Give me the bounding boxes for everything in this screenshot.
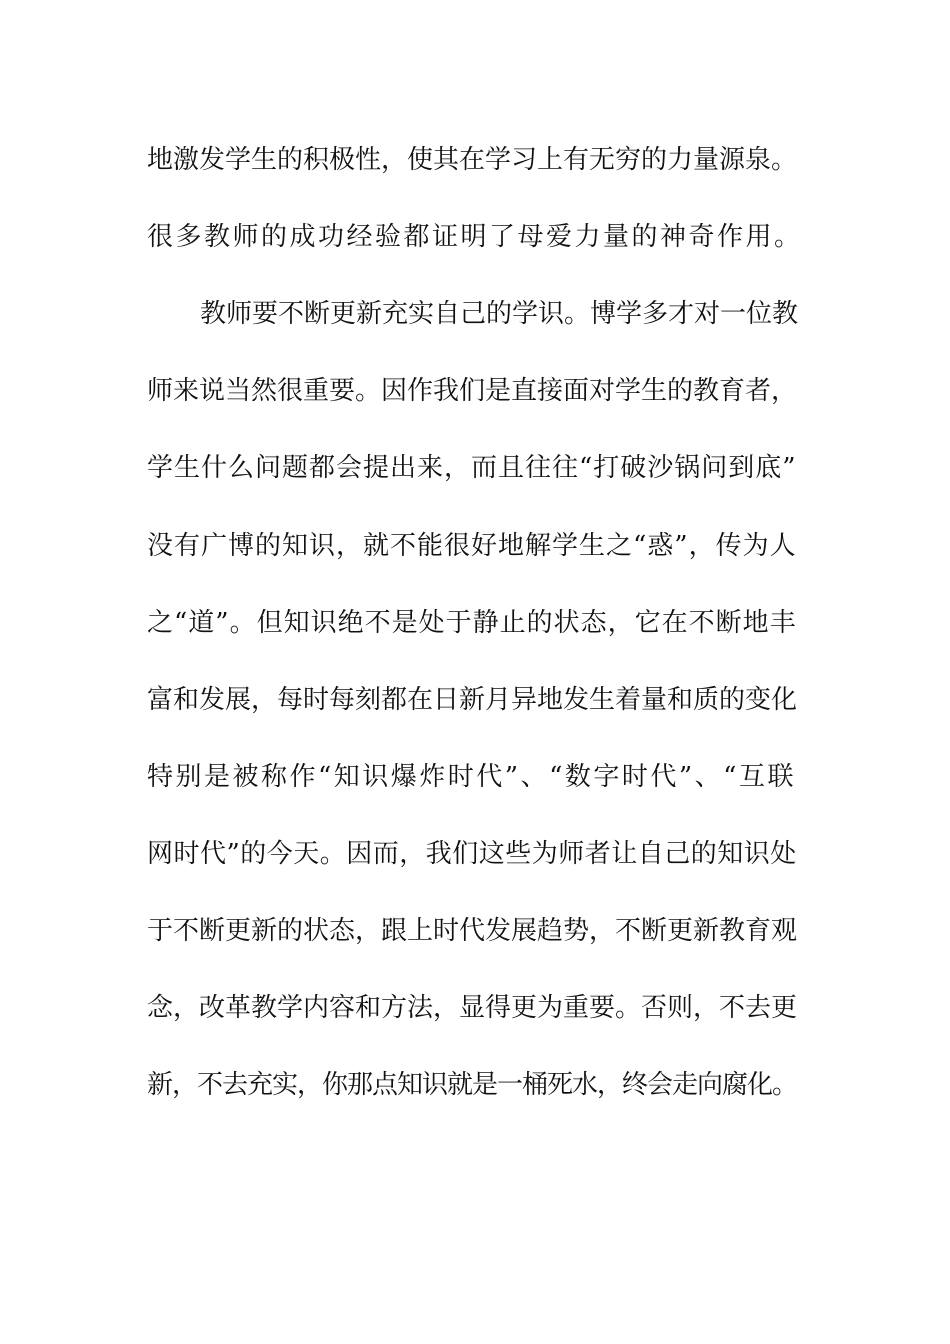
paragraph-start-line: 教师要不断更新充实自己的学识。博学多才对一位教 — [200, 299, 799, 329]
text-line-12: 念，改革教学内容和方法，显得更为重要。否则，不去更 — [147, 993, 798, 1023]
text-line-1: 地激发学生的积极性，使其在学习上有无穷的力量源泉。 — [147, 145, 798, 175]
text-line-6: 没有广博的知识，就不能很好地解学生之“惑”，传为人 — [147, 531, 797, 561]
text-line-9: 特别是被称作“知识爆炸时代”、“数字时代”、“互联 — [147, 762, 796, 792]
text-line-4: 师来说当然很重要。因作我们是直接面对学生的教育者， — [147, 376, 798, 406]
text-line-11: 于不断更新的状态，跟上时代发展趋势，不断更新教育观 — [147, 916, 798, 946]
text-line-8: 富和发展，每时每刻都在日新月异地发生着量和质的变化 — [147, 685, 798, 715]
text-line-7: 之“道”。但知识绝不是处于静止的状态，它在不断地丰 — [147, 608, 797, 638]
text-line-2: 很多教师的成功经验都证明了母爱力量的神奇作用。 — [147, 222, 803, 252]
text-line-13: 新，不去充实，你那点知识就是一桶死水，终会走向腐化。 — [147, 1070, 798, 1100]
text-line-5: 学生什么问题都会提出来，而且往往“打破沙锅问到底” — [147, 453, 797, 483]
text-line-10: 网时代”的今天。因而，我们这些为师者让自己的知识处 — [147, 839, 797, 869]
